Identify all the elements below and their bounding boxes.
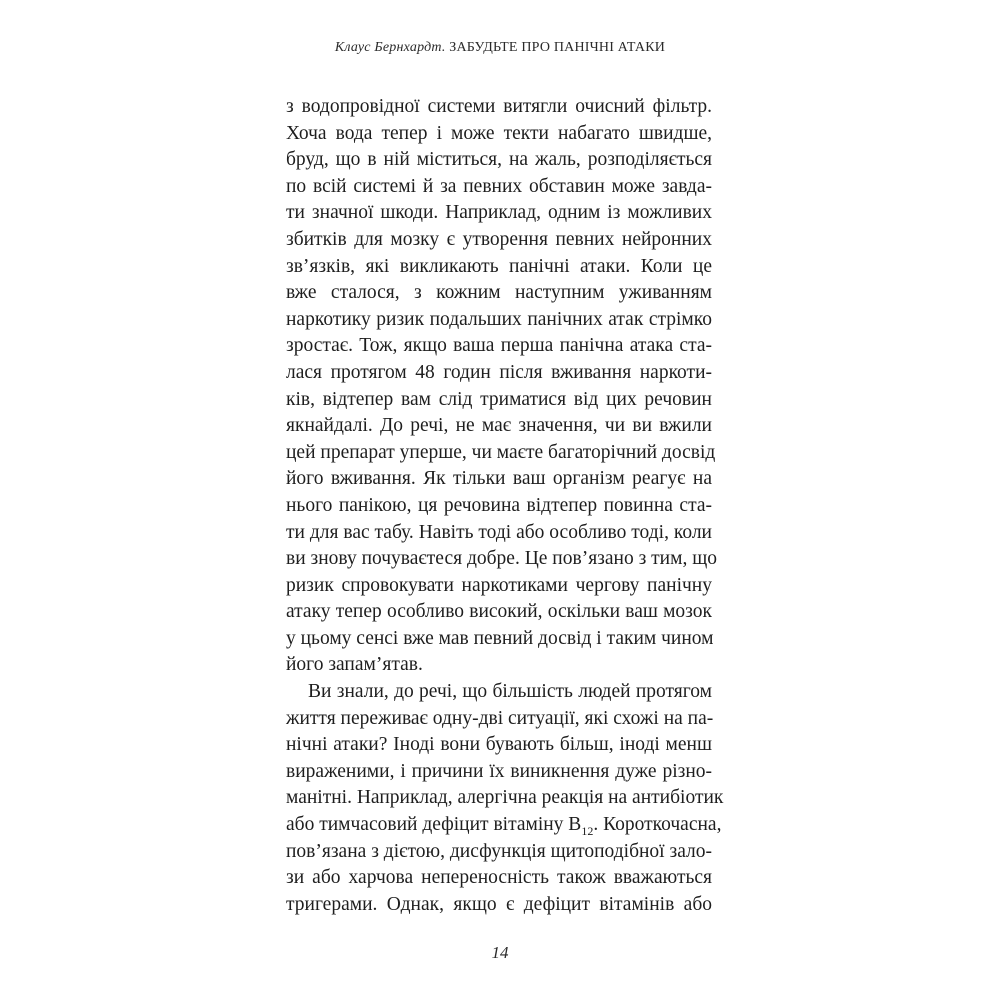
vitamin-line	[286, 812, 722, 839]
body-text	[286, 94, 724, 918]
text-line: цей препарат уперше, чи маєте багаторічний досвід	[286, 441, 716, 463]
text-line: життя переживає одну-дві ситуації, які схожі на па-	[286, 707, 714, 729]
text-line: лася протягом 48 годин після вживання наркоти-	[286, 361, 712, 383]
paragraph	[286, 679, 724, 918]
text-line: його вживання. Як тільки ваш організм реагує на	[286, 468, 712, 490]
text-line: атаку тепер особливо високий, оскільки ваш мозок	[286, 601, 712, 623]
running-header	[0, 40, 1000, 56]
text-line: нього панікою, ця речовина відтепер повинна ста-	[286, 494, 712, 516]
text-line: з водопровідної системи витягли очисний фільтр.	[286, 96, 712, 117]
text-line: зв’язків, які викликають панічні атаки. Коли це	[286, 255, 712, 277]
paragraph	[286, 94, 717, 679]
text-line: якнайдалі. До речі, не має значення, чи ви вжили	[286, 415, 712, 437]
text-line: ризик спровокувати наркотиками чергову панічну	[286, 574, 712, 596]
text-line: збитків для мозку є утворення певних нейронних	[286, 228, 712, 250]
text-line: вже сталося, з кожним наступним уживанням	[286, 282, 712, 304]
text-line: зростає. Тож, якщо ваша перша панічна атака ста-	[286, 335, 712, 357]
text-line: ків, відтепер вам слід триматися від цих речовин	[286, 388, 712, 410]
text-segment: . Короткочасна,	[593, 814, 722, 836]
text-line: по всій системі й за певних обставин може завда-	[286, 175, 712, 197]
text-line: пов’язана з дієтою, дисфункція щитоподібної зало-	[286, 840, 712, 862]
text-line: його запам’ятав.	[286, 654, 423, 676]
text-line: ти значної шкоди. Наприклад, одним із можливих	[286, 202, 712, 224]
text-line: ти для вас табу. Навіть тоді або особливо тоді, коли	[286, 521, 712, 543]
subscript: 12	[581, 823, 594, 838]
text-line: манітні. Наприклад, алергічна реакція на антибіотик	[286, 787, 724, 809]
text-line: Хоча вода тепер і може текти набагато швидше,	[286, 122, 712, 144]
text-line: ви знову почуваєтеся добре. Це пов’язано з тим, що	[286, 548, 717, 570]
page-number: 14	[491, 943, 509, 962]
text-segment: або тимчасовий дефіцит вітаміну В	[286, 814, 582, 836]
header-title: ЗАБУДЬТЕ ПРО ПАНІЧНІ АТАКИ	[449, 40, 666, 55]
text-line: вираженими, і причини їх виникнення дуже різно-	[286, 760, 712, 782]
text-line: тригерами. Однак, якщо є дефіцит вітамінів або	[286, 893, 712, 915]
text-line: бруд, що в ній міститься, на жаль, розподіляється	[286, 149, 712, 171]
header-author: Клаус Бернхардт.	[334, 40, 446, 55]
text-line: наркотику ризик подальших панічних атак стрімко	[286, 308, 712, 330]
text-line: нічні атаки? Іноді вони бувають більш, іноді менш	[286, 734, 712, 756]
text-line: Ви знали, до речі, що більшість людей протягом	[308, 681, 712, 703]
text-line: у цьому сенсі вже мав певний досвід і таким чином	[286, 627, 714, 649]
text-line: зи або харчова непереносність також вважаються	[286, 867, 712, 889]
